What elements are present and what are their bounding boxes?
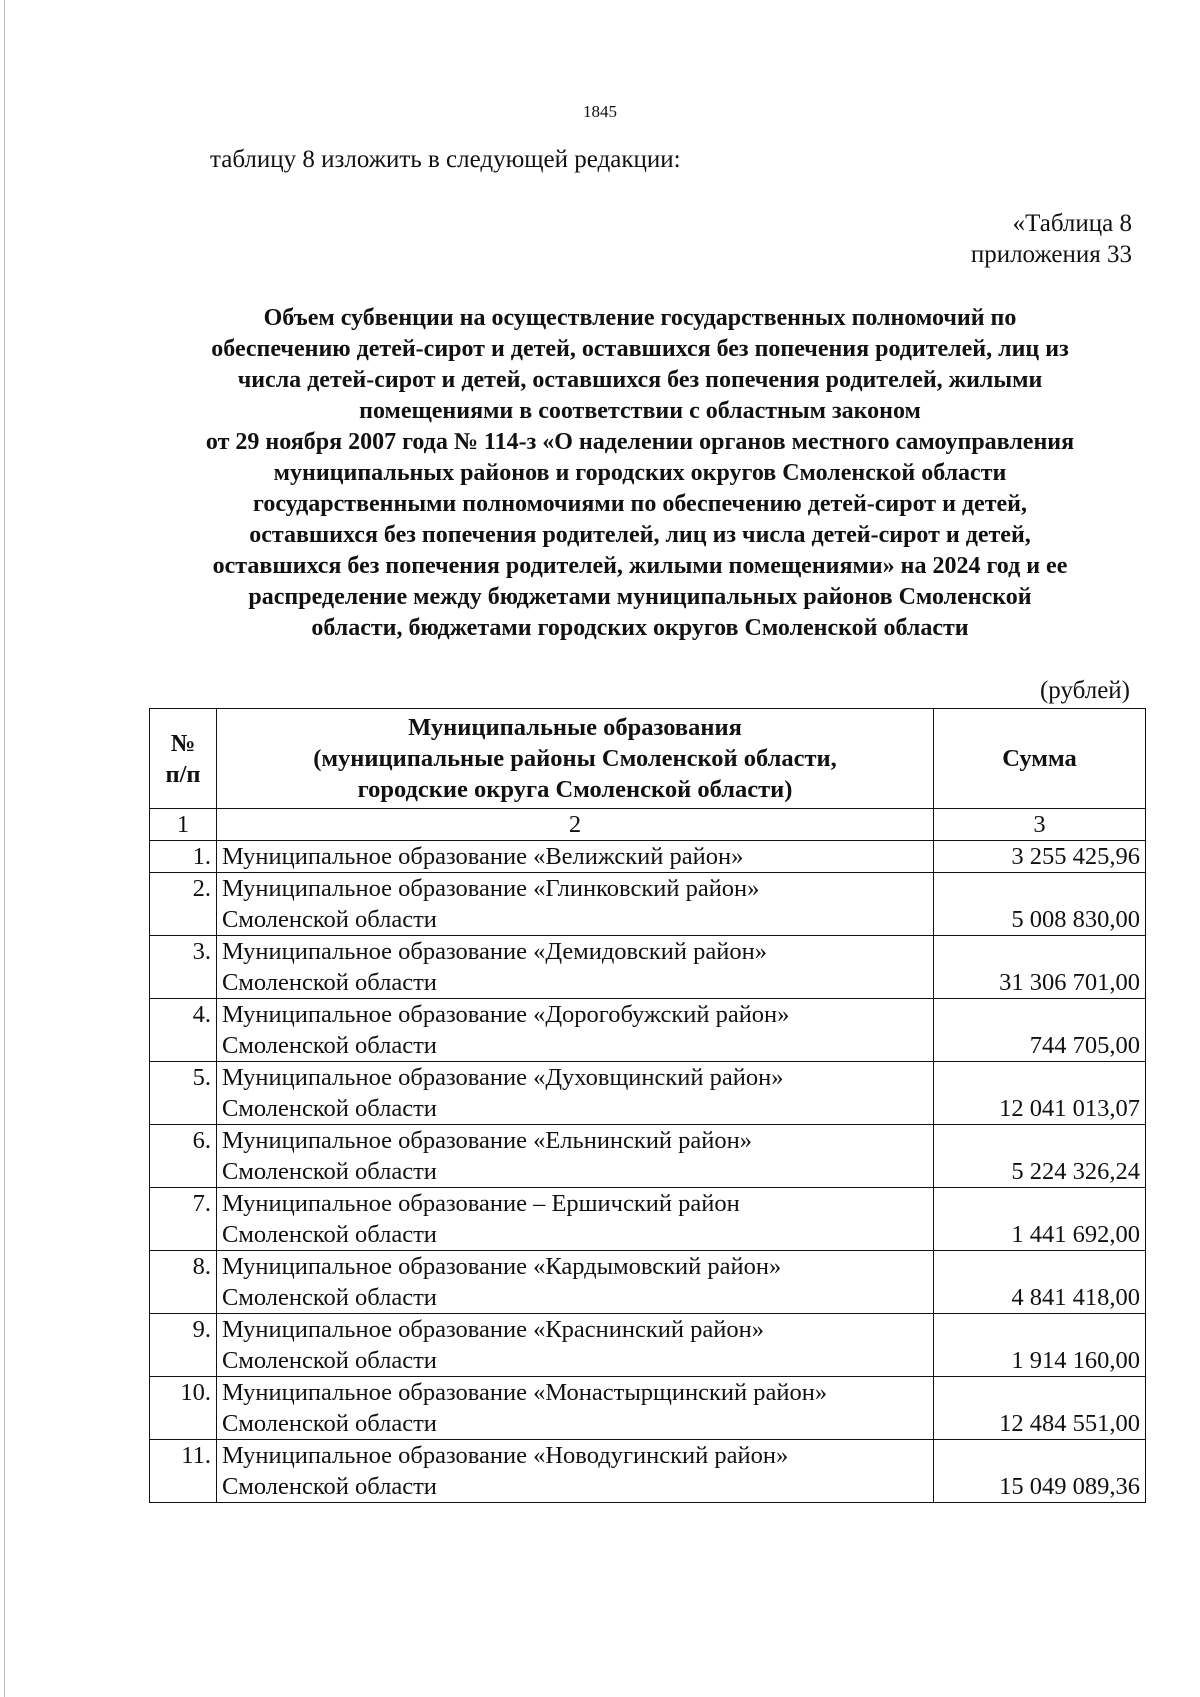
- title-line: муниципальных районов и городских округов Смоленской области: [273, 460, 1007, 486]
- column-number: 1: [150, 809, 217, 841]
- header-number-line: №: [170, 729, 196, 757]
- title-line: области, бюджетами городских округов Смоленской области: [311, 615, 969, 641]
- row-index: 3.: [150, 936, 217, 999]
- row-index: 10.: [150, 1377, 217, 1440]
- row-index: 11.: [150, 1440, 217, 1503]
- municipality-line: Муниципальное образование «Демидовский район»: [222, 938, 767, 965]
- column-number-row: [150, 809, 1146, 841]
- municipality-line: Смоленской области: [222, 1158, 437, 1185]
- row-sum: 12 041 013,07: [934, 1062, 1146, 1125]
- title-line: государственными полномочиями по обеспечению детей-сирот и детей,: [253, 491, 1027, 517]
- table-row: [150, 1314, 1146, 1377]
- municipality-line: Смоленской области: [222, 1410, 437, 1437]
- scan-margin-line: [4, 0, 5, 1697]
- page-number: 1845: [583, 102, 617, 121]
- header-municipality: [217, 709, 934, 809]
- municipality-line: Муниципальное образование «Ельнинский район»: [222, 1127, 753, 1154]
- row-municipality: [217, 1251, 934, 1314]
- row-municipality: [217, 1188, 934, 1251]
- row-municipality: [217, 999, 934, 1062]
- table-reference-line: приложения 33: [970, 241, 1132, 268]
- title-line: помещениями в соответствии с областным законом: [359, 398, 921, 424]
- title-line: Объем субвенции на осуществление государственных полномочий по: [263, 305, 1017, 331]
- table-row: [150, 1251, 1146, 1314]
- table-row: [150, 873, 1146, 936]
- row-sum: 744 705,00: [934, 999, 1146, 1062]
- row-index: 1.: [150, 841, 217, 873]
- table-row: [150, 999, 1146, 1062]
- row-index: 7.: [150, 1188, 217, 1251]
- municipality-line: Муниципальное образование «Краснинский район»: [222, 1316, 764, 1343]
- row-municipality: [217, 1377, 934, 1440]
- municipality-line: Смоленской области: [222, 1032, 437, 1059]
- row-sum: 12 484 551,00: [934, 1377, 1146, 1440]
- document-title: [120, 303, 1160, 644]
- municipality-line: Муниципальное образование «Глинковский район»: [222, 875, 760, 902]
- row-municipality: [217, 1440, 934, 1503]
- municipality-line: Смоленской области: [222, 1473, 437, 1500]
- municipality-line: Муниципальное образование «Дорогобужский район»: [222, 1001, 790, 1028]
- municipality-line: Муниципальное образование «Кардымовский район»: [222, 1253, 782, 1280]
- row-index: 2.: [150, 873, 217, 936]
- table-row: [150, 1440, 1146, 1503]
- municipality-line: Смоленской области: [222, 1095, 437, 1122]
- table-row: [150, 1377, 1146, 1440]
- row-index: 8.: [150, 1251, 217, 1314]
- row-sum: 3 255 425,96: [934, 841, 1146, 873]
- title-line: обеспечению детей-сирот и детей, оставшихся без попечения родителей, лиц из: [211, 336, 1069, 362]
- row-sum: 4 841 418,00: [934, 1251, 1146, 1314]
- title-line: распределение между бюджетами муниципальных районов Смоленской: [248, 584, 1032, 610]
- municipality-line: Смоленской области: [222, 1347, 437, 1374]
- header-number: [150, 709, 217, 809]
- header-number-line: п/п: [165, 760, 201, 788]
- table-header-row: [150, 709, 1146, 809]
- title-line: оставшихся без попечения родителей, лиц из числа детей-сирот и детей,: [249, 522, 1031, 548]
- header-municipality-line: городские округа Смоленской области): [357, 776, 793, 803]
- subvention-table: [149, 708, 1146, 1503]
- table-row: [150, 1125, 1146, 1188]
- row-municipality: [217, 1062, 934, 1125]
- header-municipality-line: Муниципальные образования: [408, 714, 742, 741]
- row-index: 5.: [150, 1062, 217, 1125]
- row-sum: 1 441 692,00: [934, 1188, 1146, 1251]
- header-municipality-line: (муниципальные районы Смоленской области,: [313, 745, 837, 772]
- row-index: 6.: [150, 1125, 217, 1188]
- row-municipality: [217, 1314, 934, 1377]
- table-reference-line: «Таблица 8: [1012, 210, 1132, 237]
- units-label: (рублей): [1039, 677, 1130, 704]
- row-sum: 1 914 160,00: [934, 1314, 1146, 1377]
- table-reference: [971, 208, 1132, 270]
- row-sum: 15 049 089,36: [934, 1440, 1146, 1503]
- title-line: оставшихся без попечения родителей, жилыми помещениями» на 2024 год и ее: [212, 553, 1068, 579]
- row-index: 4.: [150, 999, 217, 1062]
- municipality-line: Смоленской области: [222, 1284, 437, 1311]
- row-sum: 5 224 326,24: [934, 1125, 1146, 1188]
- row-index: 9.: [150, 1314, 217, 1377]
- column-number: 2: [217, 809, 934, 841]
- row-municipality: [217, 936, 934, 999]
- municipality-line: Муниципальное образование «Монастырщинский район»: [222, 1379, 828, 1406]
- municipality-line: Муниципальное образование «Духовщинский район»: [222, 1064, 784, 1091]
- row-sum: 31 306 701,00: [934, 936, 1146, 999]
- column-number: 3: [934, 809, 1146, 841]
- row-municipality: [217, 841, 934, 873]
- municipality-line: Смоленской области: [222, 969, 437, 996]
- municipality-line: Смоленской области: [222, 1221, 437, 1248]
- table-row: [150, 841, 1146, 873]
- row-sum: 5 008 830,00: [934, 873, 1146, 936]
- row-municipality: [217, 873, 934, 936]
- table-row: [150, 936, 1146, 999]
- table-row: [150, 1188, 1146, 1251]
- municipality-line: Муниципальное образование «Новодугинский район»: [222, 1442, 789, 1469]
- municipality-line: Муниципальное образование «Велижский район»: [222, 843, 744, 870]
- title-line: числа детей-сирот и детей, оставшихся без попечения родителей, жилыми: [237, 367, 1043, 393]
- row-municipality: [217, 1125, 934, 1188]
- title-line: от 29 ноября 2007 года № 114-з «О наделении органов местного самоуправления: [205, 429, 1075, 455]
- table-row: [150, 1062, 1146, 1125]
- intro-text: таблицу 8 изложить в следующей редакции:: [210, 146, 681, 173]
- header-sum: Сумма: [934, 709, 1146, 809]
- municipality-line: Смоленской области: [222, 906, 437, 933]
- municipality-line: Муниципальное образование – Ершичский район: [222, 1190, 740, 1217]
